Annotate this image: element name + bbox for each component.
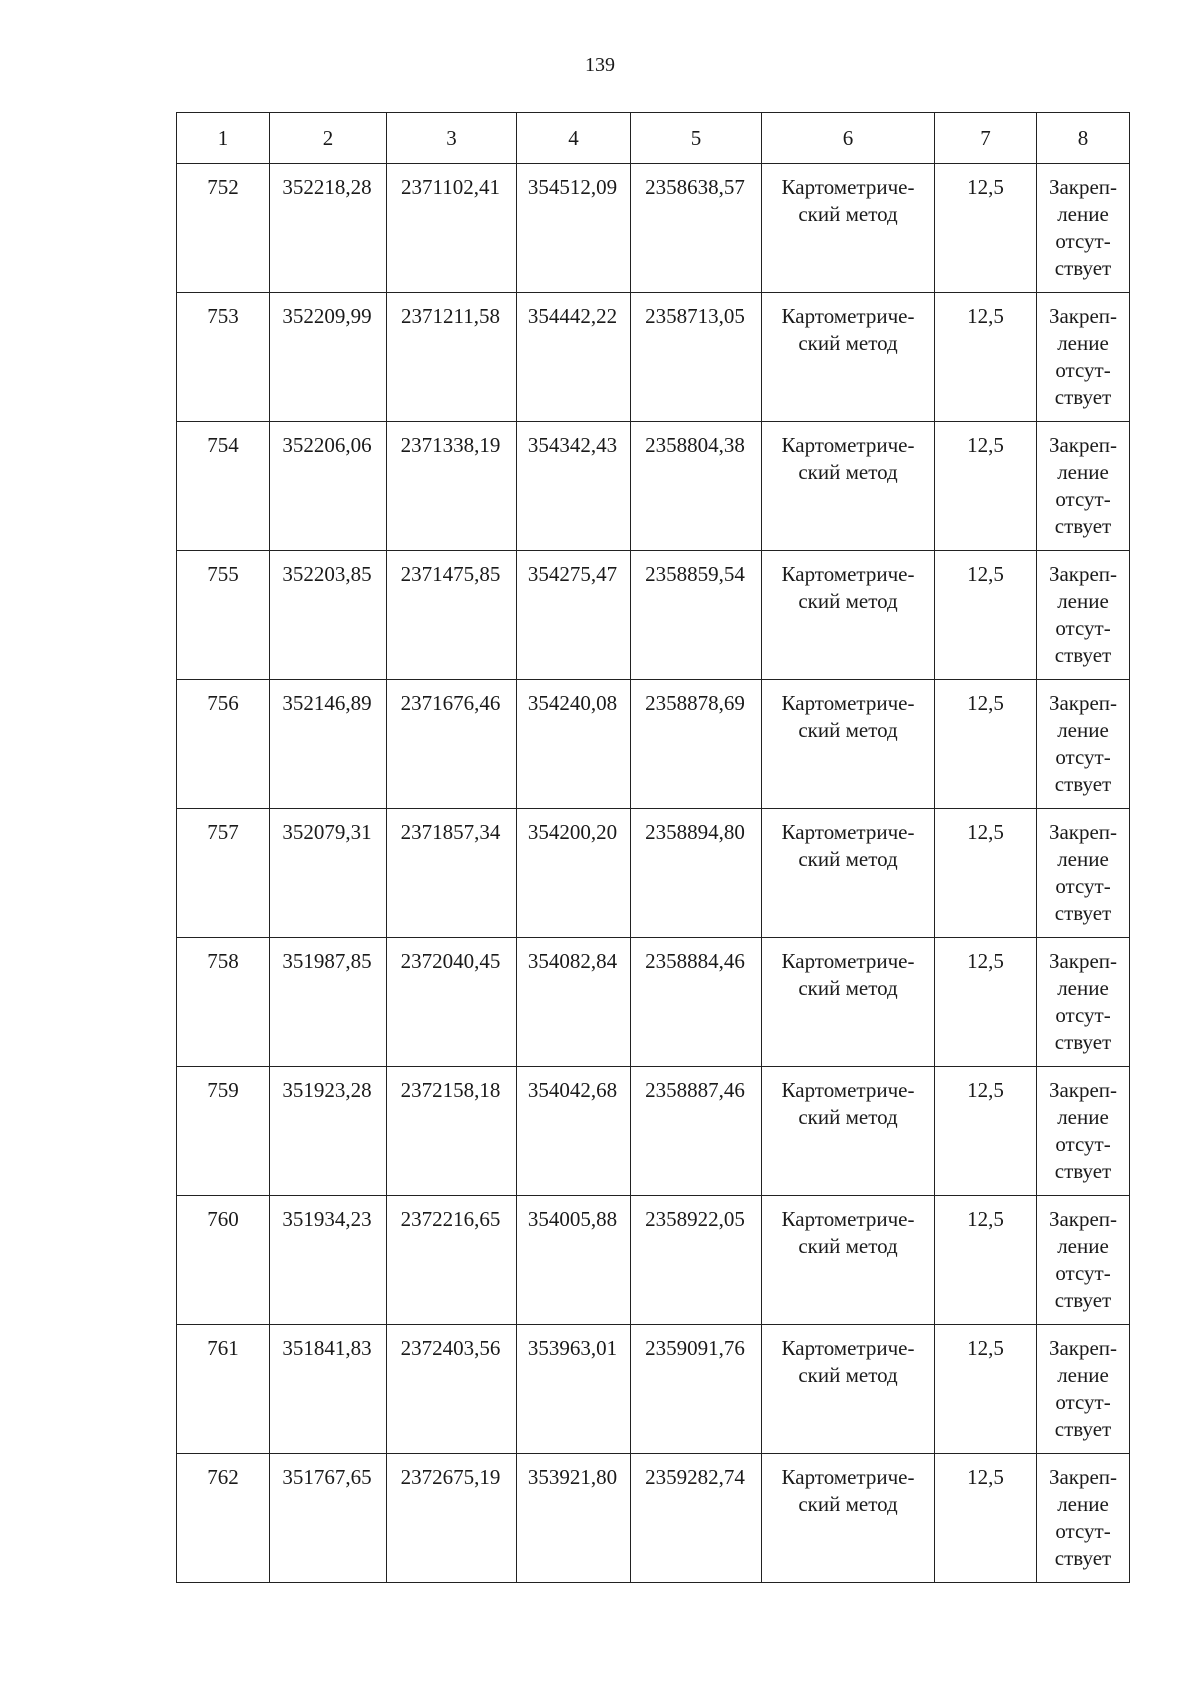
fixation-cell-line: отсут- xyxy=(1055,487,1111,511)
fixation-cell xyxy=(1037,164,1130,293)
method-cell-line: ский метод xyxy=(798,1492,898,1516)
method-cell-line: Картометриче- xyxy=(781,433,915,457)
table-row xyxy=(177,938,1130,1067)
coordinate-cell: 2358713,05 xyxy=(631,293,762,422)
table-row xyxy=(177,422,1130,551)
method-cell-line: ский метод xyxy=(798,331,898,355)
method-cell-line: Картометриче- xyxy=(781,820,915,844)
coordinate-cell: 353921,80 xyxy=(517,1454,631,1583)
column-header: 6 xyxy=(762,113,935,164)
table-row xyxy=(177,164,1130,293)
coordinate-cell: 352079,31 xyxy=(270,809,387,938)
coordinate-cell: 351841,83 xyxy=(270,1325,387,1454)
fixation-cell-line: ление xyxy=(1057,1234,1109,1258)
fixation-cell-line: Закреп- xyxy=(1048,1465,1118,1489)
method-cell-line: ский метод xyxy=(798,718,898,742)
fixation-cell-line: ствует xyxy=(1054,901,1112,925)
fixation-cell-line: отсут- xyxy=(1055,745,1111,769)
accuracy-cell: 12,5 xyxy=(935,680,1037,809)
table-row xyxy=(177,1325,1130,1454)
fixation-cell-line: Закреп- xyxy=(1048,1207,1118,1231)
fixation-cell-line: отсут- xyxy=(1055,616,1111,640)
fixation-cell-line: отсут- xyxy=(1055,358,1111,382)
accuracy-cell: 12,5 xyxy=(935,1196,1037,1325)
coordinate-cell: 351934,23 xyxy=(270,1196,387,1325)
fixation-cell-line: Закреп- xyxy=(1048,562,1118,586)
coordinate-cell: 2371211,58 xyxy=(387,293,517,422)
coordinate-cell: 352209,99 xyxy=(270,293,387,422)
coordinate-cell: 2358804,38 xyxy=(631,422,762,551)
point-number-cell: 756 xyxy=(177,680,270,809)
fixation-cell-line: ление xyxy=(1057,202,1109,226)
accuracy-cell: 12,5 xyxy=(935,293,1037,422)
coordinate-cell: 2358894,80 xyxy=(631,809,762,938)
fixation-cell-line: ление xyxy=(1057,589,1109,613)
fixation-cell-line: ление xyxy=(1057,1105,1109,1129)
accuracy-cell: 12,5 xyxy=(935,1454,1037,1583)
point-number-cell: 759 xyxy=(177,1067,270,1196)
method-cell-line: Картометриче- xyxy=(781,1336,915,1360)
coordinate-cell: 354042,68 xyxy=(517,1067,631,1196)
coordinate-cell: 352218,28 xyxy=(270,164,387,293)
fixation-cell-line: Закреп- xyxy=(1048,304,1118,328)
coordinate-cell: 2372675,19 xyxy=(387,1454,517,1583)
fixation-cell-line: Закреп- xyxy=(1048,175,1118,199)
column-header: 7 xyxy=(935,113,1037,164)
accuracy-cell: 12,5 xyxy=(935,1325,1037,1454)
fixation-cell-line: Закреп- xyxy=(1048,691,1118,715)
method-cell-line: Картометриче- xyxy=(781,1207,915,1231)
method-cell-line: ский метод xyxy=(798,847,898,871)
coordinate-cell: 354275,47 xyxy=(517,551,631,680)
accuracy-cell: 12,5 xyxy=(935,809,1037,938)
point-number-cell: 761 xyxy=(177,1325,270,1454)
column-header: 3 xyxy=(387,113,517,164)
fixation-cell-line: ление xyxy=(1057,718,1109,742)
method-cell-line: ский метод xyxy=(798,1363,898,1387)
coordinates-table xyxy=(176,112,1130,1583)
point-number-cell: 758 xyxy=(177,938,270,1067)
fixation-cell-line: отсут- xyxy=(1055,1003,1111,1027)
method-cell-line: Картометриче- xyxy=(781,949,915,973)
fixation-cell xyxy=(1037,809,1130,938)
method-cell xyxy=(762,293,935,422)
fixation-cell xyxy=(1037,938,1130,1067)
fixation-cell xyxy=(1037,1196,1130,1325)
column-header: 2 xyxy=(270,113,387,164)
method-cell-line: Картометриче- xyxy=(781,691,915,715)
fixation-cell-line: отсут- xyxy=(1055,874,1111,898)
coordinate-cell: 351923,28 xyxy=(270,1067,387,1196)
fixation-cell-line: Закреп- xyxy=(1048,1078,1118,1102)
column-header: 1 xyxy=(177,113,270,164)
table-header-row xyxy=(177,113,1130,164)
method-cell xyxy=(762,809,935,938)
table-row xyxy=(177,1454,1130,1583)
fixation-cell-line: ствует xyxy=(1054,385,1112,409)
method-cell-line: Картометриче- xyxy=(781,175,915,199)
method-cell xyxy=(762,551,935,680)
point-number-cell: 752 xyxy=(177,164,270,293)
coordinate-cell: 2372158,18 xyxy=(387,1067,517,1196)
point-number-cell: 755 xyxy=(177,551,270,680)
fixation-cell xyxy=(1037,1454,1130,1583)
method-cell xyxy=(762,422,935,551)
point-number-cell: 754 xyxy=(177,422,270,551)
method-cell xyxy=(762,1325,935,1454)
method-cell-line: ский метод xyxy=(798,976,898,1000)
method-cell xyxy=(762,164,935,293)
coordinate-cell: 352203,85 xyxy=(270,551,387,680)
page-number: 139 xyxy=(585,54,615,76)
coordinate-cell: 352146,89 xyxy=(270,680,387,809)
accuracy-cell: 12,5 xyxy=(935,422,1037,551)
method-cell xyxy=(762,680,935,809)
coordinate-cell: 2358887,46 xyxy=(631,1067,762,1196)
method-cell-line: Картометриче- xyxy=(781,1078,915,1102)
coordinate-cell: 2359282,74 xyxy=(631,1454,762,1583)
fixation-cell-line: отсут- xyxy=(1055,1390,1111,1414)
fixation-cell-line: ление xyxy=(1057,331,1109,355)
column-header: 4 xyxy=(517,113,631,164)
accuracy-cell: 12,5 xyxy=(935,551,1037,680)
fixation-cell-line: ствует xyxy=(1054,514,1112,538)
fixation-cell-line: ление xyxy=(1057,460,1109,484)
coordinate-cell: 354200,20 xyxy=(517,809,631,938)
coordinate-cell: 2358638,57 xyxy=(631,164,762,293)
coordinate-cell: 2372403,56 xyxy=(387,1325,517,1454)
fixation-cell-line: ствует xyxy=(1054,1546,1112,1570)
fixation-cell xyxy=(1037,422,1130,551)
fixation-cell-line: Закреп- xyxy=(1048,820,1118,844)
table-row xyxy=(177,293,1130,422)
method-cell xyxy=(762,1067,935,1196)
method-cell-line: ский метод xyxy=(798,460,898,484)
coordinate-cell: 2358884,46 xyxy=(631,938,762,1067)
fixation-cell-line: Закреп- xyxy=(1048,949,1118,973)
fixation-cell xyxy=(1037,1067,1130,1196)
fixation-cell-line: отсут- xyxy=(1055,1132,1111,1156)
table-body xyxy=(177,164,1130,1583)
method-cell xyxy=(762,1454,935,1583)
coordinate-cell: 354342,43 xyxy=(517,422,631,551)
method-cell-line: Картометриче- xyxy=(781,562,915,586)
coordinate-cell: 2371676,46 xyxy=(387,680,517,809)
accuracy-cell: 12,5 xyxy=(935,164,1037,293)
fixation-cell-line: ление xyxy=(1057,976,1109,1000)
table-row xyxy=(177,1196,1130,1325)
coordinate-cell: 354240,08 xyxy=(517,680,631,809)
method-cell xyxy=(762,1196,935,1325)
fixation-cell xyxy=(1037,680,1130,809)
coordinate-cell: 2371857,34 xyxy=(387,809,517,938)
fixation-cell-line: Закреп- xyxy=(1048,1336,1118,1360)
method-cell-line: ский метод xyxy=(798,589,898,613)
method-cell-line: Картометриче- xyxy=(781,1465,915,1489)
table-row xyxy=(177,809,1130,938)
fixation-cell-line: ствует xyxy=(1054,256,1112,280)
column-header: 8 xyxy=(1037,113,1130,164)
point-number-cell: 753 xyxy=(177,293,270,422)
fixation-cell xyxy=(1037,551,1130,680)
fixation-cell xyxy=(1037,1325,1130,1454)
coordinate-cell: 354082,84 xyxy=(517,938,631,1067)
coordinate-cell: 2371102,41 xyxy=(387,164,517,293)
accuracy-cell: 12,5 xyxy=(935,938,1037,1067)
table-row xyxy=(177,551,1130,680)
coordinate-cell: 351987,85 xyxy=(270,938,387,1067)
coordinate-cell: 2372040,45 xyxy=(387,938,517,1067)
coordinate-cell: 352206,06 xyxy=(270,422,387,551)
method-cell-line: ский метод xyxy=(798,1234,898,1258)
fixation-cell-line: отсут- xyxy=(1055,1261,1111,1285)
coordinate-cell: 354005,88 xyxy=(517,1196,631,1325)
fixation-cell xyxy=(1037,293,1130,422)
table-row xyxy=(177,680,1130,809)
fixation-cell-line: ствует xyxy=(1054,772,1112,796)
point-number-cell: 757 xyxy=(177,809,270,938)
coordinate-cell: 353963,01 xyxy=(517,1325,631,1454)
fixation-cell-line: ление xyxy=(1057,847,1109,871)
coordinate-cell: 2371338,19 xyxy=(387,422,517,551)
fixation-cell-line: отсут- xyxy=(1055,229,1111,253)
fixation-cell-line: ление xyxy=(1057,1363,1109,1387)
coordinate-cell: 2371475,85 xyxy=(387,551,517,680)
coordinate-cell: 2372216,65 xyxy=(387,1196,517,1325)
column-header: 5 xyxy=(631,113,762,164)
table-row xyxy=(177,1067,1130,1196)
coordinate-cell: 2358922,05 xyxy=(631,1196,762,1325)
fixation-cell-line: ствует xyxy=(1054,1288,1112,1312)
coordinate-cell: 2359091,76 xyxy=(631,1325,762,1454)
fixation-cell-line: ление xyxy=(1057,1492,1109,1516)
fixation-cell-line: ствует xyxy=(1054,1417,1112,1441)
coordinate-cell: 2358878,69 xyxy=(631,680,762,809)
fixation-cell-line: ствует xyxy=(1054,643,1112,667)
coordinate-cell: 2358859,54 xyxy=(631,551,762,680)
fixation-cell-line: Закреп- xyxy=(1048,433,1118,457)
fixation-cell-line: ствует xyxy=(1054,1159,1112,1183)
coordinate-cell: 351767,65 xyxy=(270,1454,387,1583)
fixation-cell-line: отсут- xyxy=(1055,1519,1111,1543)
point-number-cell: 760 xyxy=(177,1196,270,1325)
method-cell-line: ский метод xyxy=(798,202,898,226)
coordinate-cell: 354512,09 xyxy=(517,164,631,293)
method-cell-line: ский метод xyxy=(798,1105,898,1129)
accuracy-cell: 12,5 xyxy=(935,1067,1037,1196)
fixation-cell-line: ствует xyxy=(1054,1030,1112,1054)
method-cell xyxy=(762,938,935,1067)
coordinate-cell: 354442,22 xyxy=(517,293,631,422)
method-cell-line: Картометриче- xyxy=(781,304,915,328)
point-number-cell: 762 xyxy=(177,1454,270,1583)
